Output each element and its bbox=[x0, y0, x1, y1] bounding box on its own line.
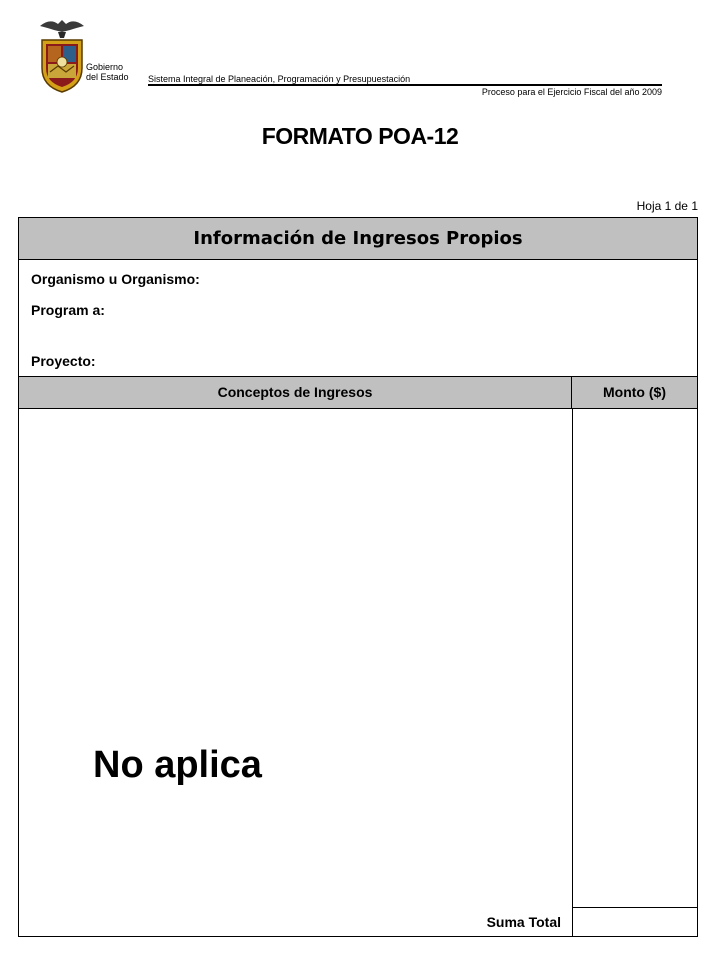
table-header bbox=[19, 376, 697, 409]
total-row-divider bbox=[572, 907, 698, 908]
income-form bbox=[18, 217, 698, 937]
system-name: Sistema Integral de Planeación, Programación y Presupuestación bbox=[148, 74, 411, 84]
program-field-label: Program a: bbox=[31, 302, 105, 318]
government-label-line1: Gobierno bbox=[86, 62, 124, 72]
amount-column-header: Monto ($) bbox=[603, 384, 666, 400]
column-divider bbox=[572, 408, 573, 936]
page-title: FORMATO POA-12 bbox=[261, 123, 459, 149]
government-label bbox=[86, 62, 129, 82]
government-label-line2: del Estado bbox=[86, 72, 129, 82]
total-label: Suma Total bbox=[486, 914, 561, 930]
organism-field-label: Organismo u Organismo: bbox=[31, 271, 200, 287]
sheet-counter: Hoja 1 de 1 bbox=[636, 199, 698, 213]
project-field-label: Proyecto: bbox=[31, 353, 96, 369]
state-coat-of-arms-icon bbox=[36, 16, 88, 96]
not-applicable-note: No aplica bbox=[93, 744, 262, 786]
header-divider bbox=[148, 84, 662, 86]
concepts-column-header: Conceptos de Ingresos bbox=[19, 377, 572, 408]
section-title: Información de Ingresos Propios bbox=[19, 218, 697, 260]
fiscal-process: Proceso para el Ejercicio Fiscal del año 2009 bbox=[481, 87, 662, 97]
